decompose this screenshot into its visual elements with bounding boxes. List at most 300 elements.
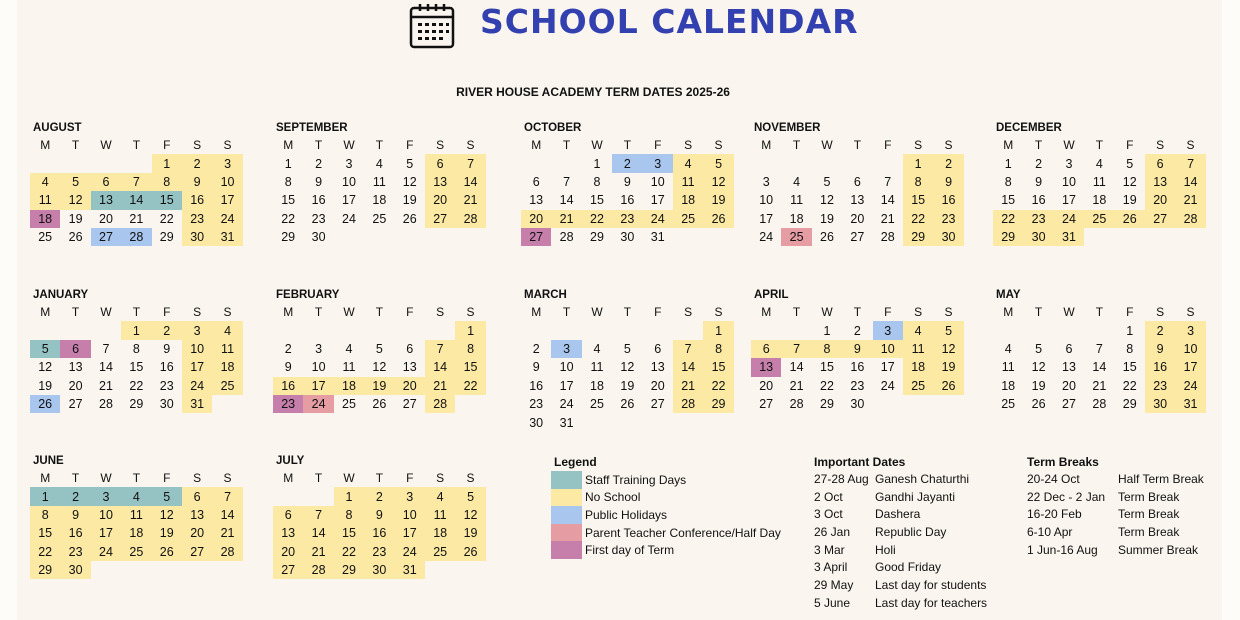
day-cell: 31: [212, 228, 242, 246]
day-cell: 15: [820, 360, 834, 375]
month-july: [273, 453, 489, 579]
day-cell: 30: [620, 230, 635, 245]
day-cell: 12: [1031, 360, 1046, 375]
empty-cell: [121, 154, 151, 172]
day-cell: 8: [455, 340, 485, 358]
important-dates-title: Important Dates: [814, 455, 906, 469]
day-cell: 19: [933, 358, 963, 376]
day-cell: 21: [1175, 191, 1205, 209]
weekday-header: F: [1126, 138, 1134, 153]
day-cell: 21: [303, 543, 333, 561]
day-cell: 9: [163, 341, 171, 356]
day-cell: 5: [1126, 156, 1134, 171]
important-date: 3 Mar: [814, 542, 845, 557]
important-date-name: Holi: [875, 542, 896, 557]
day-cell: 18: [212, 358, 242, 376]
day-cell: 17: [303, 377, 333, 395]
weekday-header: W: [100, 138, 112, 153]
weekday-header: T: [71, 471, 80, 486]
important-date-name: Ganesh Chaturthi: [875, 472, 970, 486]
day-cell: 17: [1062, 193, 1076, 208]
day-cell: 28: [212, 543, 242, 561]
month-name: SEPTEMBER: [276, 122, 348, 134]
day-cell: 9: [315, 174, 323, 189]
day-cell: 25: [1001, 397, 1016, 412]
weekday-header: W: [591, 305, 603, 320]
weekday-header: T: [375, 138, 384, 153]
day-cell: 29: [129, 397, 144, 412]
day-cell: 29: [993, 228, 1023, 246]
day-cell: 2: [315, 156, 323, 171]
day-cell: 15: [590, 193, 604, 208]
weekday-header: S: [466, 138, 475, 153]
day-cell: 3: [762, 174, 770, 189]
day-cell: 25: [121, 543, 151, 561]
day-cell: 20: [521, 210, 551, 228]
day-cell: 23: [850, 378, 865, 393]
legend-item: [551, 489, 781, 507]
month-may: [993, 287, 1209, 413]
day-cell: 6: [182, 487, 212, 505]
weekday-header: M: [283, 305, 294, 320]
important-date: 27-28 Aug: [814, 472, 869, 486]
month-name: AUGUST: [33, 122, 82, 134]
day-cell: 21: [99, 378, 113, 393]
day-cell: 1: [903, 154, 933, 172]
day-cell: 25: [38, 230, 53, 245]
day-cell: 4: [375, 156, 383, 171]
day-cell: 25: [781, 228, 811, 246]
weekday-header: T: [562, 305, 571, 320]
important-date-row: [814, 595, 987, 613]
weekday-header: S: [1156, 305, 1165, 320]
day-cell: 24: [395, 543, 425, 561]
day-cell: 8: [812, 340, 842, 358]
day-cell: 6: [654, 341, 662, 356]
day-cell: 8: [1004, 174, 1012, 189]
day-cell: 11: [30, 191, 60, 209]
weekday-header: S: [1156, 138, 1165, 153]
day-cell: 13: [751, 358, 781, 376]
day-cell: 22: [455, 377, 485, 395]
day-cell: 10: [342, 174, 356, 189]
weekday-header: S: [1186, 138, 1195, 153]
day-cell: 7: [303, 506, 333, 524]
day-cell: 22: [159, 211, 174, 226]
day-cell: 20: [273, 543, 303, 561]
day-cell: 3: [182, 321, 212, 339]
day-cell: 15: [1001, 193, 1016, 208]
legend-swatch: [551, 489, 582, 507]
day-cell: 30: [1145, 395, 1175, 413]
day-cell: 10: [395, 506, 425, 524]
weekday-header: M: [283, 138, 294, 153]
weekday-header: T: [623, 305, 632, 320]
day-cell: 23: [311, 211, 326, 226]
day-cell: 10: [559, 360, 574, 375]
empty-cell: [812, 154, 842, 172]
day-cell: 19: [820, 211, 834, 226]
day-cell: 4: [793, 174, 801, 189]
day-cell: 8: [703, 340, 733, 358]
legend-items: [551, 471, 781, 559]
day-cell: 18: [1092, 193, 1107, 208]
day-cell: 15: [455, 358, 485, 376]
important-date-row: [814, 471, 987, 489]
weekday-header: T: [792, 305, 801, 320]
day-cell: 4: [1095, 156, 1103, 171]
day-cell: 30: [1023, 228, 1053, 246]
day-cell: 26: [703, 210, 733, 228]
day-cell: 13: [68, 360, 83, 375]
empty-cell: [60, 321, 90, 339]
weekday-header: S: [684, 305, 693, 320]
weekday-header: M: [40, 305, 51, 320]
empty-cell: [60, 154, 90, 172]
day-cell: 25: [1084, 210, 1114, 228]
day-cell: 23: [273, 395, 303, 413]
day-cell: 2: [853, 323, 861, 338]
day-cell: 9: [532, 360, 540, 375]
empty-cell: [395, 321, 425, 339]
day-cell: 4: [121, 487, 151, 505]
month-grid: [993, 136, 1209, 246]
day-cell: 1: [1126, 323, 1134, 338]
day-cell: 14: [559, 193, 574, 208]
day-cell: 1: [152, 154, 182, 172]
day-cell: 8: [334, 506, 364, 524]
day-cell: 24: [643, 210, 673, 228]
month-august: [30, 120, 246, 246]
day-cell: 1: [334, 487, 364, 505]
weekday-header: S: [944, 305, 953, 320]
day-cell: 28: [1175, 210, 1205, 228]
day-cell: 6: [751, 340, 781, 358]
day-cell: 11: [590, 360, 604, 375]
day-cell: 12: [372, 360, 387, 375]
day-cell: 15: [129, 360, 144, 375]
month-grid: [30, 136, 246, 246]
day-cell: 3: [873, 321, 903, 339]
day-cell: 21: [425, 377, 455, 395]
day-cell: 9: [182, 173, 212, 191]
important-date: 26 Jan: [814, 525, 851, 540]
empty-cell: [842, 154, 872, 172]
month-december: [993, 120, 1209, 246]
day-cell: 3: [315, 341, 323, 356]
weekday-header: F: [406, 471, 414, 486]
day-cell: 7: [673, 340, 703, 358]
important-date-row: [814, 542, 987, 560]
weekday-header: F: [406, 305, 414, 320]
day-cell: 18: [903, 358, 933, 376]
day-cell: 22: [820, 378, 834, 393]
day-cell: 27: [91, 228, 121, 246]
day-cell: 8: [132, 341, 140, 356]
weekday-header: T: [132, 138, 141, 153]
month-grid: [521, 303, 737, 432]
month-january: [30, 287, 246, 413]
day-cell: 27: [1145, 210, 1175, 228]
weekday-header: M: [1003, 305, 1014, 320]
weekday-header: F: [406, 138, 414, 153]
day-cell: 13: [402, 360, 417, 375]
important-date-row: [814, 559, 987, 577]
day-cell: 9: [284, 360, 292, 375]
empty-cell: [751, 154, 781, 172]
day-cell: 31: [1175, 395, 1205, 413]
day-cell: 14: [99, 360, 113, 375]
day-cell: 17: [91, 524, 121, 542]
day-cell: 28: [880, 230, 895, 245]
empty-cell: [91, 321, 121, 339]
weekday-header: S: [436, 305, 445, 320]
legend-label: Public Holidays: [585, 507, 668, 522]
day-cell: 26: [372, 397, 387, 412]
day-cell: 21: [880, 211, 895, 226]
day-cell: 7: [884, 174, 892, 189]
day-cell: 29: [590, 230, 604, 245]
day-cell: 4: [345, 341, 353, 356]
day-cell: 2: [152, 321, 182, 339]
day-cell: 4: [1004, 341, 1012, 356]
day-cell: 3: [643, 154, 673, 172]
day-cell: 22: [30, 543, 60, 561]
day-cell: 4: [425, 487, 455, 505]
day-cell: 19: [68, 211, 83, 226]
important-date-name: Good Friday: [875, 560, 942, 575]
term-break-row: [1027, 542, 1204, 560]
day-cell: 12: [60, 191, 90, 209]
day-cell: 9: [933, 173, 963, 191]
day-cell: 5: [30, 340, 60, 358]
day-cell: 25: [372, 211, 387, 226]
day-cell: 25: [212, 377, 242, 395]
month-grid: [521, 136, 737, 246]
day-cell: 23: [364, 543, 394, 561]
day-cell: 16: [182, 191, 212, 209]
weekday-header: T: [314, 471, 323, 486]
day-cell: 24: [759, 230, 774, 245]
day-cell: 5: [703, 154, 733, 172]
day-cell: 3: [551, 340, 581, 358]
day-cell: 30: [60, 561, 90, 579]
empty-cell: [993, 321, 1023, 339]
day-cell: 20: [182, 524, 212, 542]
day-cell: 1: [30, 487, 60, 505]
weekday-header: W: [821, 138, 833, 153]
day-cell: 12: [38, 360, 53, 375]
day-cell: 10: [182, 340, 212, 358]
day-cell: 12: [820, 193, 834, 208]
weekday-header: S: [914, 305, 923, 320]
day-cell: 22: [703, 377, 733, 395]
day-cell: 12: [455, 506, 485, 524]
day-cell: 20: [759, 378, 774, 393]
important-date: 29 May: [814, 578, 854, 593]
day-cell: 8: [152, 173, 182, 191]
day-cell: 19: [620, 378, 635, 393]
day-cell: 31: [1054, 228, 1084, 246]
day-cell: 16: [529, 378, 544, 393]
empty-cell: [364, 321, 394, 339]
empty-cell: [781, 321, 811, 339]
weekday-header: W: [1063, 305, 1075, 320]
empty-cell: [303, 487, 333, 505]
weekday-header: T: [853, 305, 862, 320]
weekday-header: W: [343, 305, 355, 320]
day-cell: 6: [273, 506, 303, 524]
day-cell: 12: [620, 360, 635, 375]
day-cell: 11: [1092, 174, 1106, 189]
day-cell: 28: [455, 210, 485, 228]
empty-cell: [273, 487, 303, 505]
month-name: JULY: [276, 455, 305, 467]
weekday-header: S: [193, 305, 202, 320]
day-cell: 28: [121, 228, 151, 246]
day-cell: 10: [650, 174, 665, 189]
day-cell: 19: [1122, 193, 1137, 208]
weekday-header: T: [792, 138, 801, 153]
day-cell: 20: [650, 378, 665, 393]
day-cell: 26: [402, 211, 417, 226]
day-cell: 15: [281, 193, 296, 208]
weekday-header: F: [163, 305, 171, 320]
day-cell: 7: [425, 340, 455, 358]
term-break-date: 22 Dec - 2 Jan: [1027, 489, 1106, 504]
weekday-header: W: [591, 138, 603, 153]
day-cell: 4: [212, 321, 242, 339]
day-cell: 1: [121, 321, 151, 339]
day-cell: 5: [933, 321, 963, 339]
important-date: 3 Oct: [814, 507, 843, 522]
weekday-header: S: [914, 138, 923, 153]
important-date-row: [814, 577, 987, 595]
day-cell: 15: [152, 191, 182, 209]
weekday-header: T: [314, 138, 323, 153]
term-break-date: 1 Jun-16 Aug: [1027, 542, 1098, 557]
important-date-name: Last day for students: [875, 578, 987, 593]
day-cell: 1: [823, 323, 831, 338]
day-cell: 23: [1145, 377, 1175, 395]
day-cell: 16: [620, 193, 635, 208]
month-september: [273, 120, 489, 246]
day-cell: 16: [273, 377, 303, 395]
day-cell: 8: [30, 506, 60, 524]
month-name: DECEMBER: [996, 122, 1062, 134]
day-cell: 2: [284, 341, 292, 356]
day-cell: 13: [529, 193, 544, 208]
important-dates: [814, 453, 987, 613]
weekday-header: W: [343, 138, 355, 153]
legend-item: [551, 524, 781, 542]
empty-cell: [612, 321, 642, 339]
day-cell: 28: [673, 395, 703, 413]
day-cell: 2: [532, 341, 540, 356]
month-march: [521, 287, 737, 432]
day-cell: 27: [650, 397, 665, 412]
month-grid: [751, 303, 967, 413]
weekday-header: T: [1034, 138, 1043, 153]
day-cell: 17: [559, 378, 574, 393]
day-cell: 27: [273, 561, 303, 579]
day-cell: 18: [590, 378, 604, 393]
day-cell: 31: [395, 561, 425, 579]
legend: [551, 453, 781, 559]
weekday-header: W: [821, 305, 833, 320]
day-cell: 16: [933, 191, 963, 209]
empty-cell: [551, 154, 581, 172]
day-cell: 23: [159, 378, 174, 393]
day-cell: 28: [303, 561, 333, 579]
important-date-row: [814, 489, 987, 507]
day-cell: 19: [364, 377, 394, 395]
month-name: FEBRUARY: [276, 289, 340, 301]
day-cell: 28: [559, 230, 574, 245]
day-cell: 7: [1095, 341, 1103, 356]
month-name: APRIL: [754, 289, 789, 301]
page-subtitle: RIVER HOUSE ACADEMY TERM DATES 2025-26: [456, 85, 730, 99]
day-cell: 7: [121, 173, 151, 191]
day-cell: 26: [820, 230, 834, 245]
day-cell: 9: [842, 340, 872, 358]
day-cell: 12: [402, 174, 417, 189]
day-cell: 26: [68, 230, 83, 245]
day-cell: 29: [30, 561, 60, 579]
term-break-date: 20-24 Oct: [1027, 472, 1080, 486]
day-cell: 24: [1054, 210, 1084, 228]
day-cell: 23: [933, 210, 963, 228]
month-grid: [273, 303, 489, 413]
day-cell: 24: [1175, 377, 1205, 395]
day-cell: 10: [1175, 340, 1205, 358]
term-break-row: [1027, 506, 1204, 524]
day-cell: 2: [182, 154, 212, 172]
day-cell: 21: [1092, 378, 1107, 393]
day-cell: 9: [1145, 340, 1175, 358]
weekday-header: S: [714, 138, 723, 153]
day-cell: 13: [1062, 360, 1076, 375]
day-cell: 29: [1122, 397, 1137, 412]
weekday-header: M: [531, 305, 542, 320]
day-cell: 3: [212, 154, 242, 172]
day-cell: 14: [121, 191, 151, 209]
day-cell: 6: [853, 174, 861, 189]
day-cell: 18: [30, 210, 60, 228]
day-cell: 18: [334, 377, 364, 395]
day-cell: 3: [345, 156, 353, 171]
day-cell: 4: [30, 173, 60, 191]
month-grid: [30, 469, 246, 579]
weekday-header: F: [884, 138, 892, 153]
month-name: JANUARY: [33, 289, 89, 301]
day-cell: 20: [1145, 191, 1175, 209]
term-break-date: 16-20 Feb: [1027, 507, 1082, 522]
day-cell: 24: [880, 378, 895, 393]
day-cell: 28: [1092, 397, 1107, 412]
term-break-name: Term Break: [1118, 525, 1180, 540]
day-cell: 7: [212, 487, 242, 505]
day-cell: 11: [790, 193, 804, 208]
day-cell: 29: [281, 230, 296, 245]
day-cell: 27: [521, 228, 551, 246]
page-title: SCHOOL CALENDAR: [480, 2, 859, 41]
day-cell: 18: [121, 524, 151, 542]
term-break-name: Half Term Break: [1118, 472, 1204, 486]
day-cell: 10: [91, 506, 121, 524]
day-cell: 23: [612, 210, 642, 228]
day-cell: 26: [30, 395, 60, 413]
